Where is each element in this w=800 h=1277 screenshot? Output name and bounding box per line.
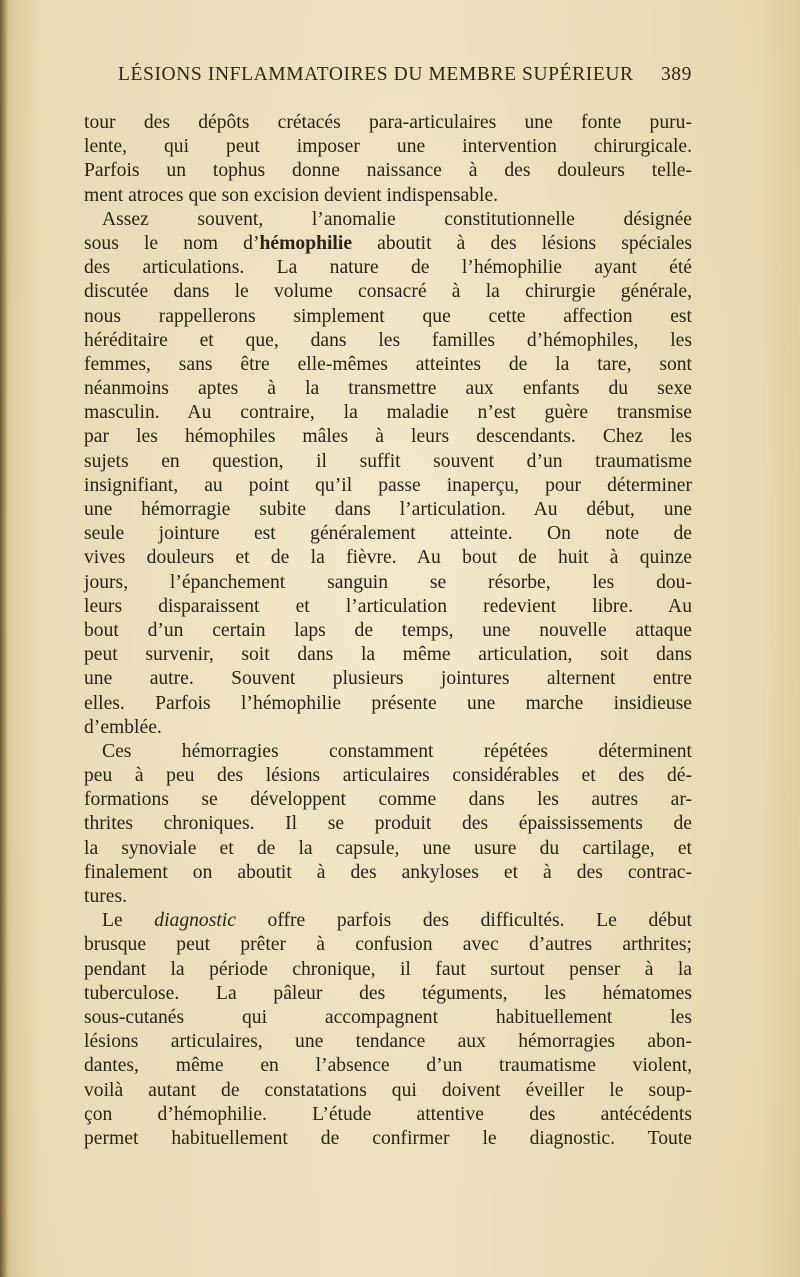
text-fragment: offre parfois des difficultés. Le début <box>235 910 692 932</box>
text-line: voilà autant de constatations qui doivent éveiller le soup- <box>84 1079 692 1101</box>
term-hemophilie: hémophilie <box>259 232 353 254</box>
text-line: finalement on aboutit à des ankyloses et à des contrac- <box>84 861 692 883</box>
text-line: formations se développent comme dans les autres ar- <box>84 789 692 811</box>
text-line: tour des dépôts crétacés para-articulaires une fonte puru- <box>84 112 692 133</box>
text-line: la synoviale et de la capsule, une usure du cartilage, et <box>84 837 692 859</box>
page-binding-edge <box>0 0 8 1277</box>
text-fragment: Le <box>102 910 155 932</box>
body-text <box>84 111 692 1151</box>
text-fragment: sous le nom d’ <box>84 232 260 254</box>
text-line: discutée dans le volume consacré à la chirurgie générale, <box>84 281 692 303</box>
text-line: seule jointure est généralement atteinte. On note de <box>84 523 692 545</box>
text-fragment: aboutit à des lésions spéciales <box>352 232 692 254</box>
text-line: une autre. Souvent plusieurs jointures alternent entre <box>84 668 692 690</box>
text-line: une hémorragie subite dans l’articulation. Au début, une <box>84 499 692 520</box>
text-line: thrites chroniques. Il se produit des épaississements de <box>84 813 692 835</box>
text-line: femmes, sans être elle-mêmes atteintes de la tare, sont <box>84 353 692 375</box>
running-head: LÉSIONS INFLAMMATOIRES DU MEMBRE SUPÉRIEUR <box>118 64 634 85</box>
text-line: lésions articulaires, une tendance aux hémorragies abon- <box>84 1031 692 1053</box>
text-line: vives douleurs et de la fièvre. Au bout de huit à quinze <box>84 547 692 569</box>
paragraph-start-line: Ces hémorragies constamment répétées déterminent <box>102 740 692 762</box>
text-line: d’emblée. <box>84 716 162 738</box>
text-line: brusque peut prêter à confusion avec d’autres arthrites; <box>84 934 692 956</box>
text-line: peut survenir, soit dans la même articulation, soit dans <box>84 644 692 666</box>
text-line: dantes, même en l’absence d’un traumatisme violent, <box>84 1055 692 1077</box>
text-line: des articulations. La nature de l’hémophilie ayant été <box>84 257 692 279</box>
text-line: tuberculose. La pâleur des téguments, les hématomes <box>84 982 692 1004</box>
text-line: sous-cutanés qui accompagnent habituellement les <box>84 1006 692 1028</box>
text-line: bout d’un certain laps de temps, une nouvelle attaque <box>84 619 692 641</box>
text-line: lente, qui peut imposer une intervention chirurgicale. <box>84 136 692 158</box>
text-line: pendant la période chronique, il faut surtout penser à la <box>84 958 692 980</box>
page-header <box>118 64 692 94</box>
term-diagnostic: diagnostic <box>154 910 236 932</box>
text-line: jours, l’épanchement sanguin se résorbe, les dou- <box>84 571 692 593</box>
text-line: Parfois un tophus donne naissance à des douleurs telle- <box>84 160 692 182</box>
text-line: elles. Parfois l’hémophilie présente une marche insidieuse <box>84 692 692 714</box>
text-line: ment atroces que son excision devient indispensable. <box>84 184 499 206</box>
text-line: insignifiant, au point qu’il passe inaperçu, pour déterminer <box>84 474 692 496</box>
text-line: sujets en question, il suffit souvent d’un traumatisme <box>84 450 692 472</box>
text-line: masculin. Au contraire, la maladie n’est guère transmise <box>84 402 692 424</box>
text-line <box>84 232 692 256</box>
text-line: par les hémophiles mâles à leurs descendants. Chez les <box>84 426 692 448</box>
paragraph-start-line: Assez souvent, l’anomalie constitutionnelle désignée <box>102 208 692 230</box>
text-line: néanmoins aptes à la transmettre aux enfants du sexe <box>84 378 692 400</box>
text-line: leurs disparaissent et l’articulation redevient libre. Au <box>84 595 692 617</box>
paragraph-start-line <box>84 909 692 933</box>
text-line: tures. <box>84 886 127 907</box>
page-number: 389 <box>660 64 692 85</box>
text-line: peu à peu des lésions articulaires considérables et des dé- <box>84 765 692 787</box>
text-line: nous rappellerons simplement que cette affection est <box>84 305 692 327</box>
text-line: permet habituellement de confirmer le diagnostic. Toute <box>84 1127 692 1149</box>
text-line: héréditaire et que, dans les familles d’hémophiles, les <box>84 329 692 351</box>
text-line: çon d’hémophilie. L’étude attentive des antécédents <box>84 1103 692 1125</box>
